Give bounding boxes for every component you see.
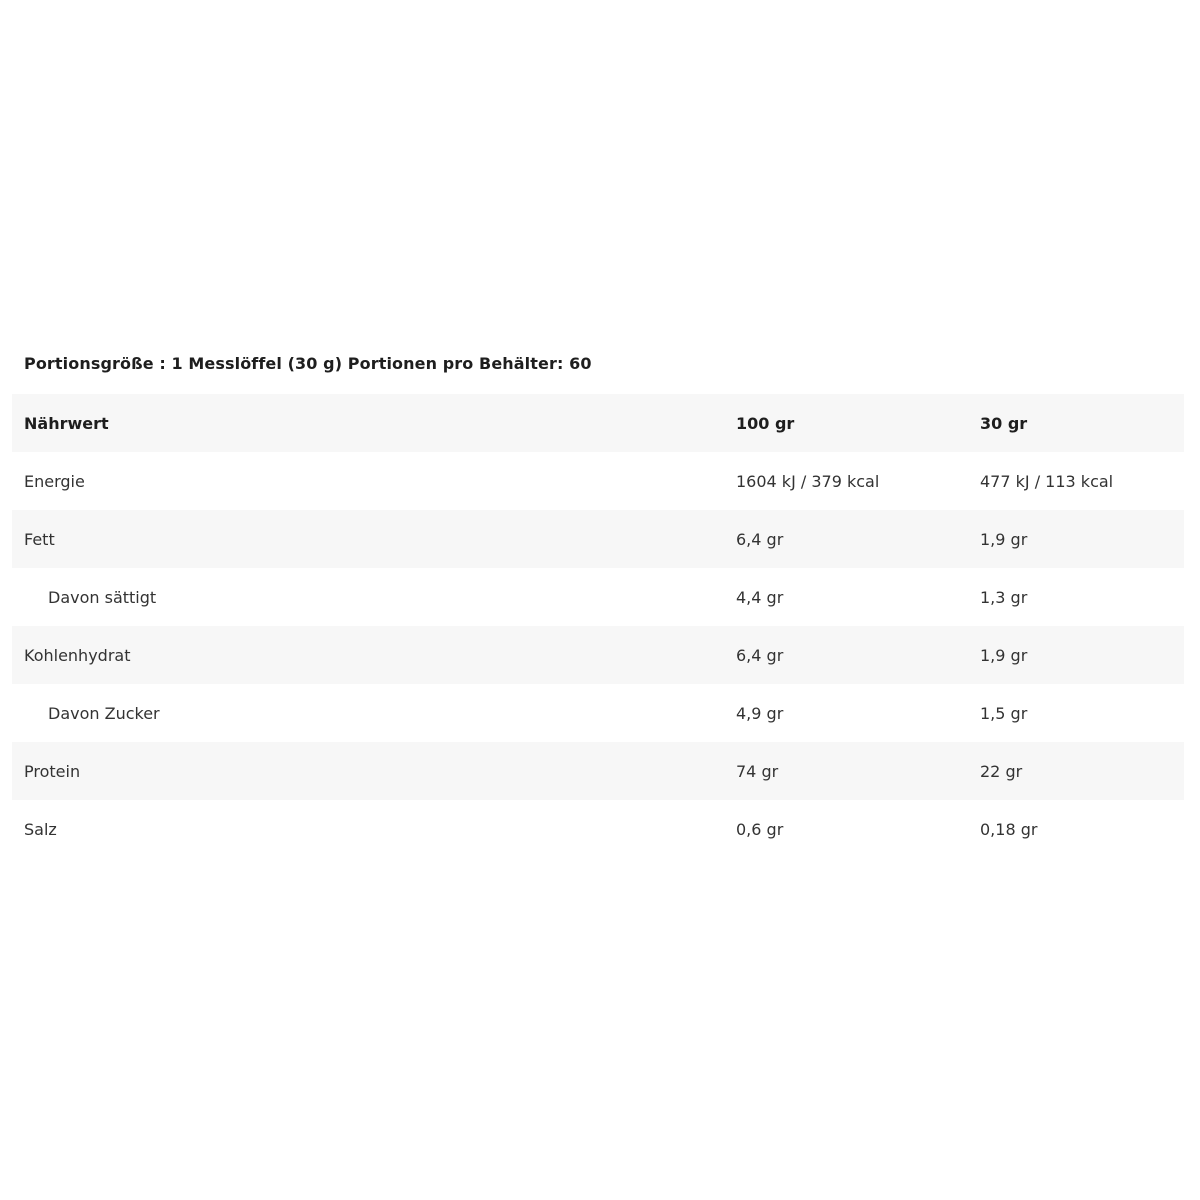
header-per-30: 30 gr: [980, 413, 1028, 433]
table-row-salz: [12, 800, 1184, 858]
nutrient-name: Salz: [24, 819, 57, 839]
header-nutrient: Nährwert: [24, 413, 109, 433]
nutrition-table: [12, 394, 1184, 858]
value-per-100: 0,6 gr: [736, 819, 784, 839]
value-per-30: 1,3 gr: [980, 587, 1028, 607]
nutrient-name: Protein: [24, 761, 81, 781]
value-per-30: 1,5 gr: [980, 703, 1028, 723]
value-per-100: 6,4 gr: [736, 529, 784, 549]
value-per-100: 6,4 gr: [736, 645, 784, 665]
table-row-kohlenhydrat: [12, 626, 1184, 684]
value-per-100: 74 gr: [736, 761, 779, 781]
nutrient-name: Davon Zucker: [48, 703, 160, 723]
nutrient-name: Davon sättigt: [48, 587, 157, 607]
value-per-30: 1,9 gr: [980, 529, 1028, 549]
value-per-30: 1,9 gr: [980, 645, 1028, 665]
nutrient-name: Fett: [24, 529, 55, 549]
value-per-100: 4,9 gr: [736, 703, 784, 723]
serving-info: Portionsgröße : 1 Messlöffel (30 g) Portionen pro Behälter: 60: [24, 354, 592, 373]
table-row-energie: [12, 452, 1184, 510]
value-per-100: 1604 kJ / 379 kcal: [736, 471, 880, 491]
nutrient-name: Kohlenhydrat: [24, 645, 131, 665]
table-header-row: [12, 394, 1184, 452]
table-row-davon-saettigt: [12, 568, 1184, 626]
header-per-100: 100 gr: [736, 413, 795, 433]
value-per-100: 4,4 gr: [736, 587, 784, 607]
value-per-30: 477 kJ / 113 kcal: [980, 471, 1114, 491]
value-per-30: 0,18 gr: [980, 819, 1038, 839]
table-row-protein: [12, 742, 1184, 800]
table-row-davon-zucker: [12, 684, 1184, 742]
table-row-fett: [12, 510, 1184, 568]
value-per-30: 22 gr: [980, 761, 1023, 781]
nutrient-name: Energie: [24, 471, 85, 491]
